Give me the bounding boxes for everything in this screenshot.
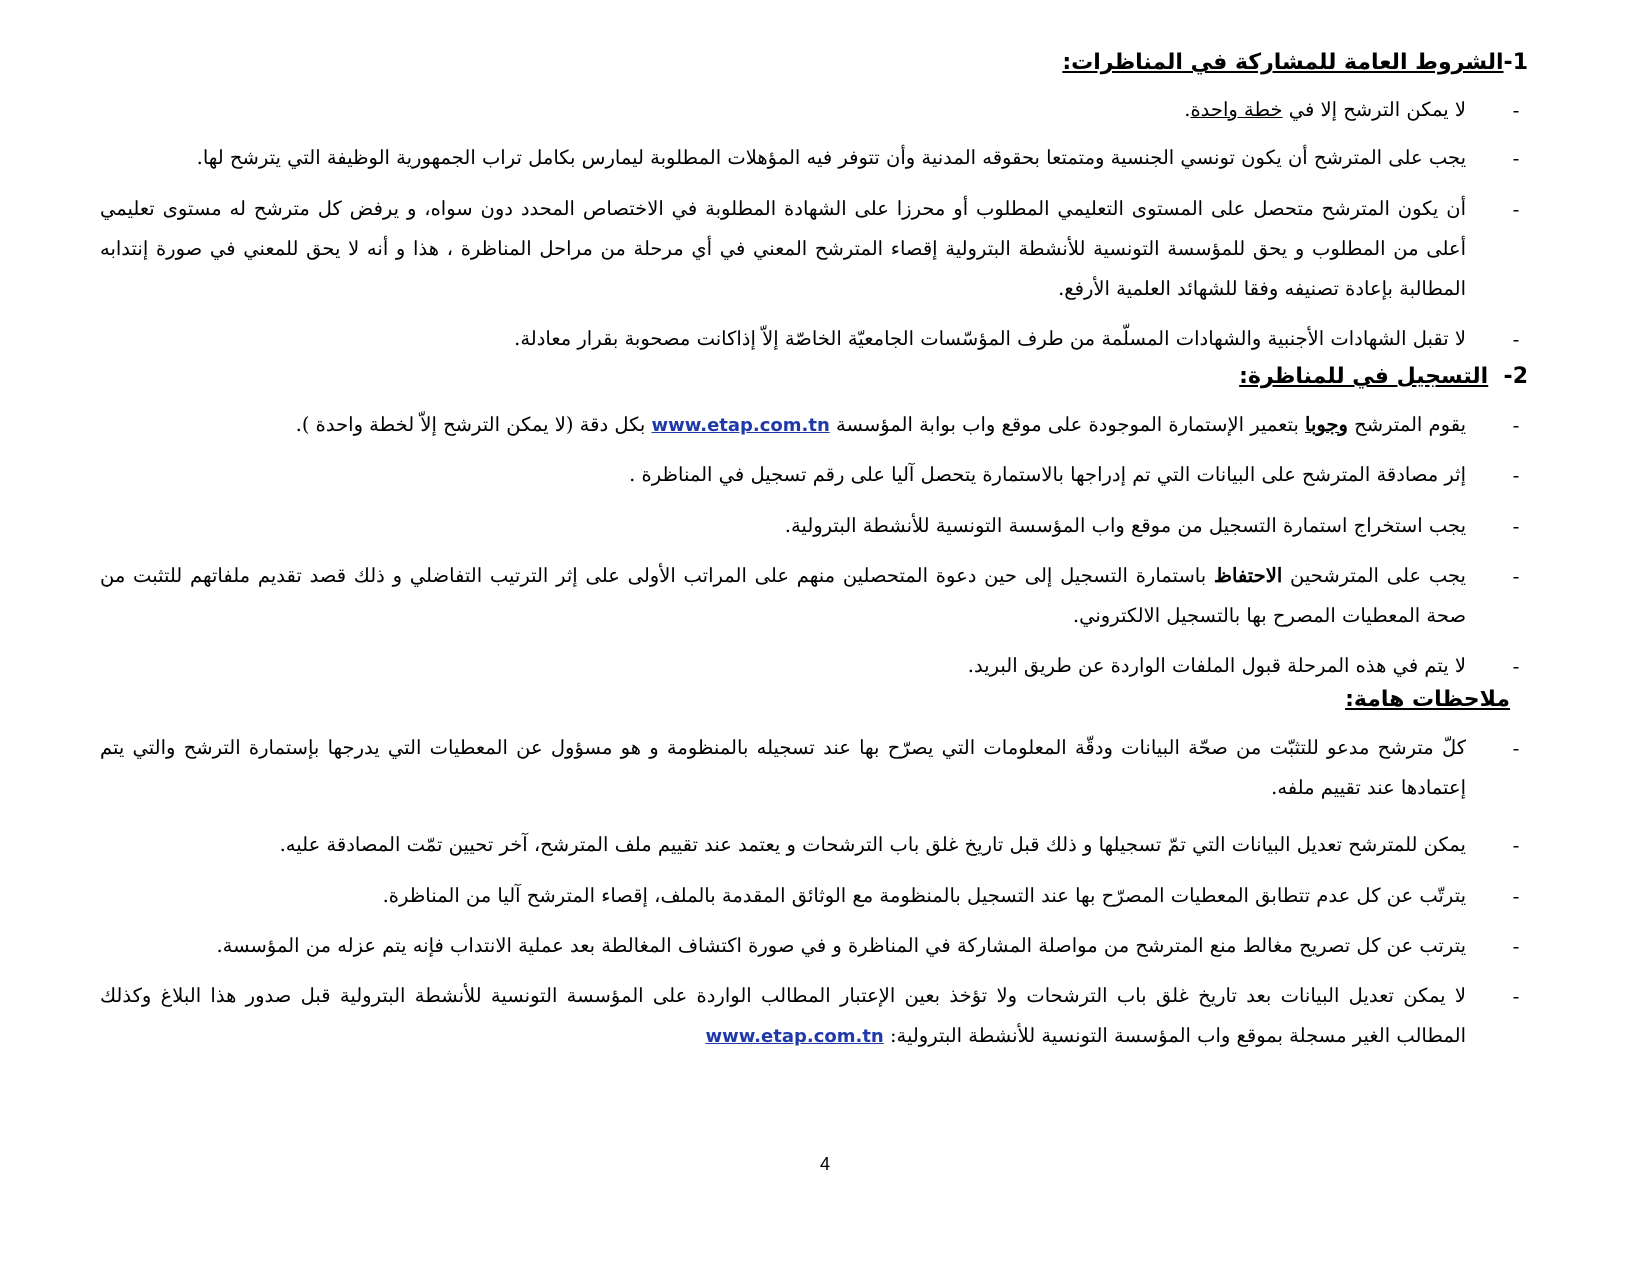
section-1-title: الشروط العامة للمشاركة في المناظرات: xyxy=(1062,50,1504,75)
page-number: 4 xyxy=(819,1154,830,1174)
section-1-number: 1- xyxy=(1503,50,1528,75)
document-page: 1-الشروط العامة للمشاركة في المناظرات: - لا يمكن الترشح إلا في خطة واحدة. - يجب على المترشح أن يكون تونسي الجنسية ومتمتعا بحقوقه المدنية وأن تتوفر فيه المؤهلات المطلوبة ليمارس بكامل تراب الجمهورية الوظيفة التي يترشح لها. - أن يكون المترشح متحصل على المستوى التعليمي المطلوب أو محرزا على الشهادة المطلوبة في الاختصاص المحدد دون سواه، و يرفض كل مترشح له مستوى تعليمي أعلى من المطلوب و يحق للمؤسسة التونسية للأنشطة البترولية إقصاء المترشح المعني في أي مرحلة من مراحل المناظرة ، هذا و أنه لا يحق للمعني في صورة إنتدابه المطالبة بإعادة تصنيفه وفقا للشهائد العلمية الأرفع. - لا تقبل الشهادات الأجنبية والشهادات المسلّمة من طرف المؤسّسات الجامعيّة الخاصّة إلاّ إذاكانت مصحوبة بقرار معادلة. 2- التسجيل في للمناظرة: - يقوم المترشح وجوبا بتعمير الإستمارة الموجودة على موقع واب بوابة المؤسسة www.etap.com.tn بكل دقة (لا يمكن الترشح إلاّ لخطة واحدة ). - إثر مصادقة المترشح على البيانات التي تم إدراجها بالاستمارة يتحصل آليا على رقم تسجيل في المناظرة . - يجب استخراج استمارة التسجيل من موقع واب المؤسسة التونسية للأنشطة البترولية. - يجب على المترشحين الاحتفاظ باستمارة التسجيل إلى حين دعوة المتحصلين منهم على المراتب الأولى على إثر الترتيب التفاضلي و ذلك قصد تقديم ملفاتهم للتثبت من صحة المعطيات المصرح بها بالتسجيل الالكتروني. - لا يتم في هذه المرحلة قبول الملفات الواردة عن طريق البريد. ملاحظات هامة: - كلّ مترشح مدعو للتثبّت من صحّة البيانات ودقّة المعلومات التي يصرّح بها عند تسجيله بالمنظومة و هو مسؤول عن المعطيات التي يدرجها بإستمارة الترشح والتي يتم إعتمادها عند تقييم ملفه. - يمكن للمترشح تعديل البيانات التي تمّ تسجيلها و ذلك قبل تاريخ غلق باب الترشحات و يعتمد عند تقييم ملف المترشح، آخر تحيين تمّت المصادقة عليه. - يترتّب عن كل عدم تتطابق المعطيات المصرّح بها عند التسجيل بالمنظومة مع الوثائق المقدمة بالملف، إقصاء المترشح آليا من المناظرة. - يترتب عن كل تصريح مغالط منع المترشح من مواصلة المشاركة في المناظرة و في صورة اكتشاف المغالطة بعد عملية الانتداب فإنه يتم عزله من المؤسسة. - لا يمكن تعديل البيانات بعد تاريخ غلق باب الترشحات ولا تؤخذ بعين الإعتبار المطالب الواردة على المؤسسة التونسية للأنشطة البترولية قبل صدور هذا البلاغ وكذلك المطالب الغير مسجلة بموقع واب المؤسسة التونسية للأنشطة البترولية: www.etap.com.tn 4 xyxy=(0,0,1650,1275)
underlined-text: خطة واحدة xyxy=(1190,98,1283,121)
emphasis-text: الاحتفاظ xyxy=(1213,564,1283,587)
section-2-number: 2- xyxy=(1503,364,1528,389)
emphasis-text: وجوبا xyxy=(1305,413,1348,436)
section-1-heading xyxy=(1062,48,1528,78)
etap-website-link[interactable]: www.etap.com.tn xyxy=(705,1026,884,1047)
section-2-heading xyxy=(1239,362,1528,392)
etap-website-link[interactable]: www.etap.com.tn xyxy=(651,415,830,436)
notes-heading: ملاحظات هامة: xyxy=(1345,687,1510,712)
section-2-title: التسجيل في للمناظرة: xyxy=(1239,364,1489,389)
